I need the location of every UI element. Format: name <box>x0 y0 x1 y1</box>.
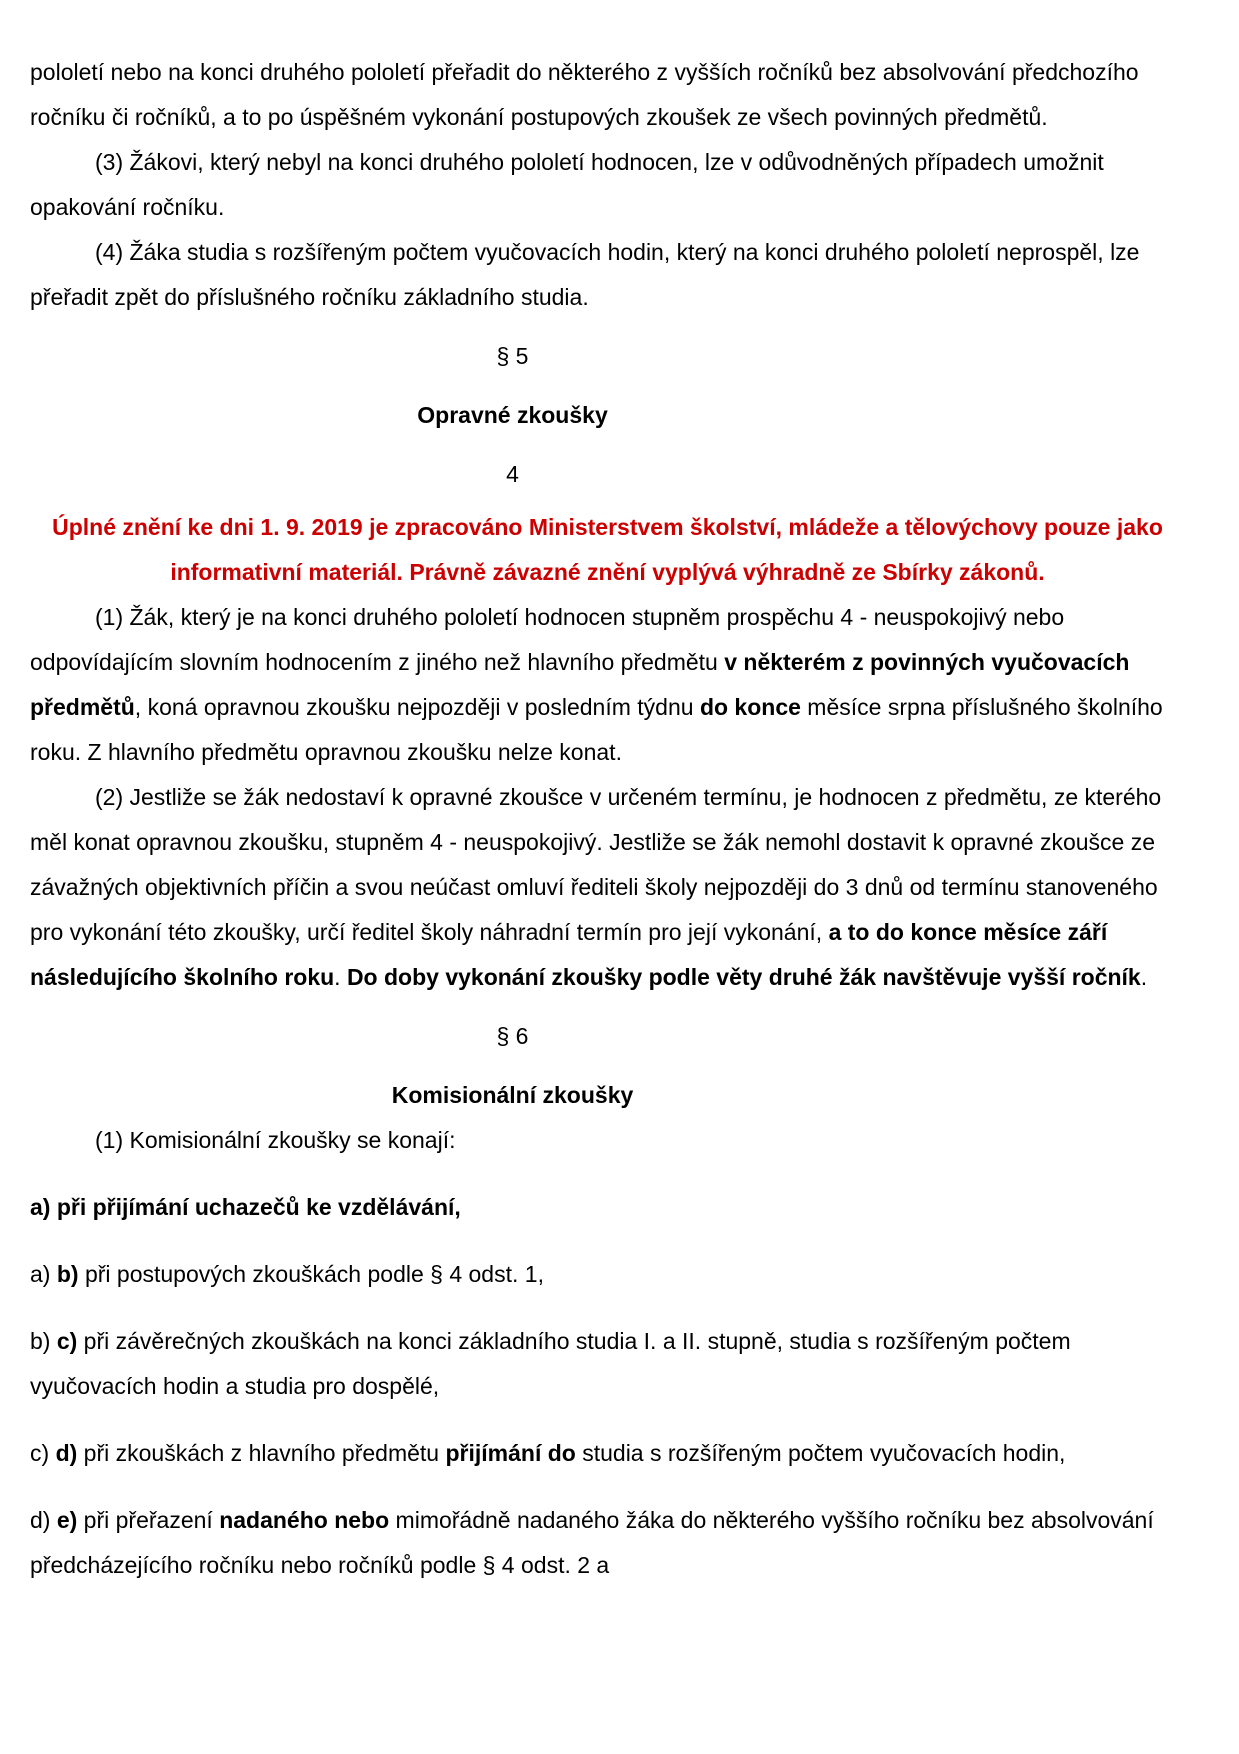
text: (2) Jestliže se žák nedostaví k opravné zkoušce v určeném termínu, je hodnocen z předmětu, ze kterého měl konat opravnou zkoušku, stupněm 4 - neuspokojivý. Jestliže se žák nemohl dostavit k opravné zkoušce ze závažných objektivních příčin a svou neúčast omluví řediteli školy nejpozději do 3 dnů od termínu stanoveného pro vykonání této zkoušky, určí ředitel školy náhradní termín pro její vykonání, <box>30 784 1162 945</box>
text: (1) Komisionální zkoušky se konají: <box>95 1127 456 1153</box>
bold-text: přijímání do <box>445 1440 576 1466</box>
text: d) <box>30 1507 57 1533</box>
text: c) <box>30 1440 56 1466</box>
bold-text: nadaného nebo <box>219 1507 390 1533</box>
section-number-heading <box>30 334 995 379</box>
text: pololetí nebo na konci druhého pololetí přeřadit do některého z vyšších ročníků bez absolvování předchozího ročníku či ročníků, a to po úspěšném vykonání postupových zkoušek ze všech povinných předmětů. <box>30 59 1139 130</box>
bold-text: a) při přijímání uchazečů ke vzdělávání, <box>30 1194 461 1220</box>
bold-text: Do doby vykonání zkoušky podle věty druhé žák navštěvuje vyšší ročník <box>346 964 1141 990</box>
bold-text: do konce <box>699 694 801 720</box>
section-title-heading <box>30 393 995 438</box>
bold-text: v některém z povinných vyučovacích předmětů <box>30 649 1130 720</box>
section-number-heading <box>30 1014 995 1059</box>
text: při závěrečných zkouškách na konci základního studia I. a II. stupně, studia s rozšířeným počtem vyučovacích hodin a studia pro dospělé, <box>30 1328 1071 1399</box>
text: studia s rozšířeným počtem vyučovacích hodin, <box>575 1440 1066 1466</box>
paragraph-1 <box>30 595 1185 775</box>
bold-text: d) <box>55 1440 78 1466</box>
paragraph-2 <box>30 775 1185 1000</box>
bold-text: b) <box>56 1261 79 1287</box>
text: . <box>1140 964 1148 990</box>
page-number <box>30 452 995 497</box>
bold-text: Komisionální zkoušky <box>391 1082 634 1108</box>
text: při přeřazení <box>77 1507 220 1533</box>
list-item-b <box>30 1252 1185 1297</box>
paragraph-1-komisionalni <box>30 1118 1185 1163</box>
bold-text: a to do konce měsíce září následujícího školního roku <box>30 919 1108 990</box>
text: . <box>334 964 347 990</box>
text: měsíce srpna příslušného školního roku. Z hlavního předmětu opravnou zkoušku nelze konat. <box>30 694 1163 765</box>
bold-text: Úplné znění ke dni 1. 9. 2019 je zpracováno Ministerstvem školství, mládeže a tělovýchovy pouze jako informativní materiál. Právně závazné znění vyplývá výhradně ze Sbírky zákonů. <box>52 514 1163 585</box>
bold-text: e) <box>56 1507 78 1533</box>
text: § 5 <box>496 343 529 369</box>
list-item-e <box>30 1498 1185 1588</box>
text: při postupových zkouškách podle § 4 odst. 1, <box>78 1261 544 1287</box>
list-item-c <box>30 1319 1185 1409</box>
text: mimořádně nadaného žáka do některého vyššího ročníku bez absolvování předcházejícího ročníku nebo ročníků podle § 4 odst. 2 a <box>30 1507 1154 1578</box>
text: 4 <box>506 461 519 487</box>
text: , koná opravnou zkoušku nejpozději v posledním týdnu <box>134 694 700 720</box>
legal-notice <box>30 505 1185 595</box>
text: (1) Žák, který je na konci druhého pololetí hodnocen stupněm prospěchu 4 - neuspokojivý nebo odpovídajícím slovním hodnocením z jiného než hlavního předmětu <box>30 604 1065 675</box>
list-item-d <box>30 1431 1185 1476</box>
paragraph-3 <box>30 140 1185 230</box>
text: při zkouškách z hlavního předmětu <box>77 1440 446 1466</box>
section-title-heading <box>30 1073 995 1118</box>
text: b) <box>30 1328 57 1354</box>
bold-text: c) <box>56 1328 78 1354</box>
text: (4) Žáka studia s rozšířeným počtem vyučovacích hodin, který na konci druhého pololetí neprospěl, lze přeřadit zpět do příslušného ročníku základního studia. <box>30 239 1140 310</box>
list-item-a <box>30 1185 1185 1230</box>
text: § 6 <box>496 1023 529 1049</box>
text: (3) Žákovi, který nebyl na konci druhého pololetí hodnocen, lze v odůvodněných případech umožnit opakování ročníku. <box>30 149 1104 220</box>
paragraph-4 <box>30 230 1185 320</box>
text: a) <box>30 1261 57 1287</box>
paragraph-continuation <box>30 50 1185 140</box>
bold-text: Opravné zkoušky <box>417 402 608 428</box>
